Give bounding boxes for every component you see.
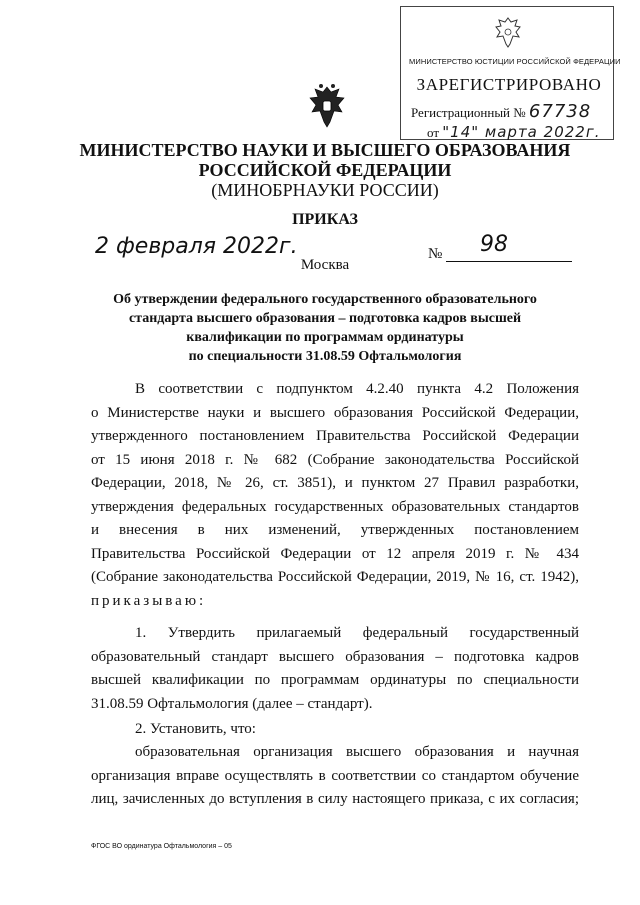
coat-of-arms-icon bbox=[306, 83, 348, 131]
text-line: утвержденного постановлением Правительства Российской Федерации bbox=[91, 428, 579, 444]
eagle-emblem-icon bbox=[493, 15, 523, 49]
text-line: высшей квалификации по программам ординатуры по специальности bbox=[91, 672, 579, 688]
text-line: 1. Утвердить прилагаемый федеральный государственный bbox=[135, 625, 579, 641]
text-line: образовательная организация высшего образования и научная bbox=[135, 744, 579, 760]
stamp-registration-number bbox=[411, 101, 591, 122]
order-subject bbox=[90, 290, 560, 366]
text-line: и внесения в них изменений, утвержденных постановлением bbox=[91, 522, 579, 538]
preamble-paragraph bbox=[91, 378, 579, 613]
text-line: В соответствии с подпунктом 4.2.40 пункта 4.2 Положения bbox=[135, 381, 579, 397]
text-line: организация вправе осуществлять в соответствии со стандартом обучение bbox=[91, 767, 579, 784]
stamp-ministry-name: МИНИСТЕРСТВО ЮСТИЦИИ РОССИЙСКОЙ ФЕДЕРАЦИИ bbox=[409, 57, 621, 66]
stamp-date-hand: "14" марта 2022г. bbox=[442, 123, 601, 141]
stamp-registration-date bbox=[427, 123, 600, 141]
subject-line: Об утверждении федерального государственного образовательного bbox=[113, 292, 537, 307]
order-number-label: № bbox=[428, 246, 443, 262]
stamp-registered-label: ЗАРЕГИСТРИРОВАНО bbox=[416, 75, 602, 94]
stamp-date-label: от bbox=[427, 125, 440, 140]
text-line: лиц, зачисленных до вступления в силу настоящего приказа, с их согласия; bbox=[91, 791, 579, 807]
footer-note: ФГОС ВО ординатура Офтальмология – 05 bbox=[91, 843, 232, 850]
clause-2-paragraph bbox=[91, 741, 579, 812]
order-number-handwritten: 98 bbox=[480, 232, 508, 257]
subject-line: стандарта высшего образования – подготовка кадров высшей bbox=[128, 311, 522, 326]
city: Москва bbox=[300, 257, 350, 273]
stamp-reg-number: 67738 bbox=[528, 101, 592, 122]
subject-line: квалификации по программам ординатуры bbox=[186, 330, 464, 345]
stamp-reg-label: Регистрационный № bbox=[411, 105, 526, 120]
order-date-handwritten: 2 февраля 2022г. bbox=[95, 234, 298, 259]
text-line: образовательный стандарт высшего образования – подготовка кадров bbox=[91, 648, 579, 665]
order-word: приказываю: bbox=[91, 592, 207, 609]
subject-line: по специальности 31.08.59 Офтальмология bbox=[188, 349, 462, 364]
ministry-short-name: (МИНОБРНАУКИ РОССИИ) bbox=[211, 180, 439, 200]
text-line: Правительства Российской Федерации от 12 апреля 2019 г. № 434 bbox=[91, 545, 579, 562]
text-line: о Министерстве науки и высшего образования Российской Федерации, bbox=[91, 404, 579, 421]
ministry-name-line1: МИНИСТЕРСТВО НАУКИ И ВЫСШЕГО ОБРАЗОВАНИЯ bbox=[79, 140, 571, 160]
text-line: утверждения федеральных государственных образовательных стандартов bbox=[91, 498, 579, 515]
text-line: 2. Установить, что: bbox=[135, 721, 256, 737]
ministry-name-line2: РОССИЙСКОЙ ФЕДЕРАЦИИ bbox=[198, 160, 452, 180]
registration-stamp bbox=[400, 6, 621, 141]
document-type: ПРИКАЗ bbox=[292, 211, 358, 228]
text-line: от 15 июня 2018 г. № 682 (Собрание законодательства Российской bbox=[91, 451, 579, 468]
text-line: 31.08.59 Офтальмология (далее – стандарт). bbox=[91, 695, 373, 712]
clause-1-paragraph bbox=[91, 622, 579, 716]
text-line: (Собрание законодательства Российской Федерации, 2019, № 16, ст. 1942), bbox=[91, 569, 579, 585]
text-line: Федерации, 2018, № 26, ст. 3851), и пунктом 27 Правил разработки, bbox=[91, 475, 579, 491]
clause-2-heading bbox=[91, 718, 579, 742]
